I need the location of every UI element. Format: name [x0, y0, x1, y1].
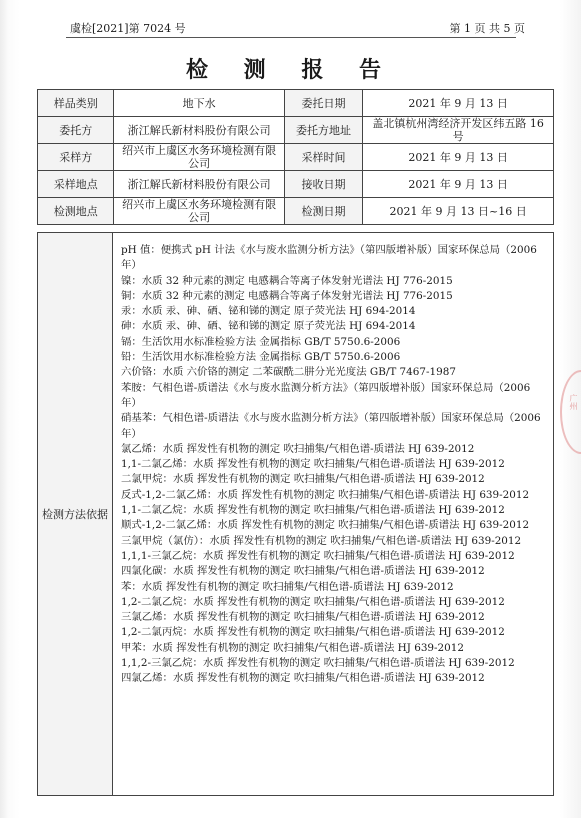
method-line: 四氯化碳：水质 挥发性有机物的测定 吹扫捕集/气相色谱-质谱法 HJ 639-2012 [121, 565, 485, 578]
header-divider [66, 37, 516, 38]
field-value: 浙江解氏新材料股份有限公司 [114, 171, 284, 198]
field-label: 采样地点 [38, 171, 114, 198]
field-value: 2021 年 9 月 13 日 [363, 90, 554, 117]
method-line: 汞：水质 汞、砷、硒、铋和锑的测定 原子荧光法 HJ 694-2014 [121, 305, 416, 318]
method-line: 顺式-1,2-二氯乙烯：水质 挥发性有机物的测定 吹扫捕集/气相色谱-质谱法 HJ 639-2012 [121, 519, 530, 532]
method-line: 硝基苯：气相色谱-质谱法《水与废水监测分析方法》（第四版增补版）国家环保总局（2006 年） [121, 412, 541, 440]
page-indicator: 第 1 页 共 5 页 [449, 22, 525, 35]
method-line: 苯胺：气相色谱-质谱法《水与废水监测分析方法》（第四版增补版）国家环保总局（2006 年） [121, 381, 531, 409]
method-line: 反式-1,2-二氯乙烯：水质 挥发性有机物的测定 吹扫捕集/气相色谱-质谱法 HJ 639-2012 [121, 488, 530, 501]
method-line: 砷：水质 汞、砷、硒、铋和锑的测定 原子荧光法 HJ 694-2014 [121, 320, 416, 333]
method-line: 1,2-二氯丙烷：水质 挥发性有机物的测定 吹扫捕集/气相色谱-质谱法 HJ 639-2012 [121, 626, 505, 639]
field-value: 绍兴市上虞区水务环境检测有限公司 [114, 198, 284, 225]
info-table [37, 89, 554, 225]
field-label: 委托方 [38, 117, 114, 144]
field-value: 2021 年 9 月 13 日~16 日 [363, 198, 554, 225]
method-line: 1,1,2-三氯乙烷：水质 挥发性有机物的测定 吹扫捕集/气相色谱-质谱法 HJ 639-2012 [121, 657, 515, 670]
field-value: 2021 年 9 月 13 日 [363, 144, 554, 171]
method-line: 镍：水质 32 种元素的测定 电感耦合等离子体发射光谱法 HJ 776-2015 [121, 274, 453, 287]
method-line: 苯：水质 挥发性有机物的测定 吹扫捕集/气相色谱-质谱法 HJ 639-2012 [121, 580, 454, 593]
methods-label: 检测方法依据 [38, 233, 113, 795]
stamp-text: 广州 [569, 394, 578, 410]
field-label: 委托日期 [284, 90, 363, 117]
report-number: 虞检[2021]第 7024 号 [70, 22, 186, 35]
info-row [38, 117, 554, 144]
field-value: 2021 年 9 月 13 日 [363, 171, 554, 198]
info-row [38, 144, 554, 171]
method-line: 铅：生活饮用水标准检验方法 金属指标 GB/T 5750.6-2006 [121, 351, 401, 364]
field-value: 盖北镇杭州湾经济开发区纬五路 16 号 [363, 117, 554, 144]
field-value: 绍兴市上虞区水务环境检测有限公司 [114, 144, 284, 171]
field-label: 接收日期 [284, 171, 363, 198]
method-line: 六价铬：水质 六价铬的测定 二苯碳酰二肼分光光度法 GB/T 7467-1987 [121, 366, 456, 379]
method-line: 三氯甲烷（氯仿）：水质 挥发性有机物的测定 吹扫捕集/气相色谱-质谱法 HJ 639-2012 [121, 534, 522, 547]
field-label: 采样方 [38, 144, 114, 171]
method-line: 甲苯：水质 挥发性有机物的测定 吹扫捕集/气相色谱-质谱法 HJ 639-2012 [121, 641, 464, 654]
method-line: 铜：水质 32 种元素的测定 电感耦合等离子体发射光谱法 HJ 776-2015 [121, 289, 453, 302]
method-line: 1,1-二氯乙烷：水质 挥发性有机物的测定 吹扫捕集/气相色谱-质谱法 HJ 639-2012 [121, 504, 505, 517]
method-line: 氯乙烯：水质 挥发性有机物的测定 吹扫捕集/气相色谱-质谱法 HJ 639-2012 [121, 442, 475, 455]
method-line: 1,2-二氯乙烷：水质 挥发性有机物的测定 吹扫捕集/气相色谱-质谱法 HJ 639-2012 [121, 595, 505, 608]
field-label: 采样时间 [284, 144, 363, 171]
method-line: 1,1-二氯乙烯：水质 挥发性有机物的测定 吹扫捕集/气相色谱-质谱法 HJ 639-2012 [121, 458, 505, 471]
info-row [38, 171, 554, 198]
report-title: 检 测 报 告 [186, 57, 395, 83]
method-line: 三氯乙烯：水质 挥发性有机物的测定 吹扫捕集/气相色谱-质谱法 HJ 639-2012 [121, 611, 485, 624]
method-line: 镉：生活饮用水标准检验方法 金属指标 GB/T 5750.6-2006 [121, 335, 401, 348]
field-label: 检测地点 [38, 198, 114, 225]
method-line: 二氯甲烷：水质 挥发性有机物的测定 吹扫捕集/气相色谱-质谱法 HJ 639-2012 [121, 473, 485, 486]
info-row [38, 198, 554, 225]
methods-list [121, 243, 548, 687]
field-label: 委托方地址 [284, 117, 363, 144]
methods-section [37, 232, 554, 796]
field-label: 检测日期 [284, 198, 363, 225]
method-line: 1,1,1-三氯乙烷：水质 挥发性有机物的测定 吹扫捕集/气相色谱-质谱法 HJ 639-2012 [121, 549, 515, 562]
field-label: 样品类别 [38, 90, 114, 117]
field-value: 地下水 [114, 90, 284, 117]
method-line: pH 值：便携式 pH 计法《水与废水监测分析方法》（第四版增补版）国家环保总局（2006 年） [121, 244, 537, 272]
method-line: 四氯乙烯：水质 挥发性有机物的测定 吹扫捕集/气相色谱-质谱法 HJ 639-2012 [121, 672, 485, 685]
info-row [38, 90, 554, 117]
field-value: 浙江解氏新材料股份有限公司 [114, 117, 284, 144]
